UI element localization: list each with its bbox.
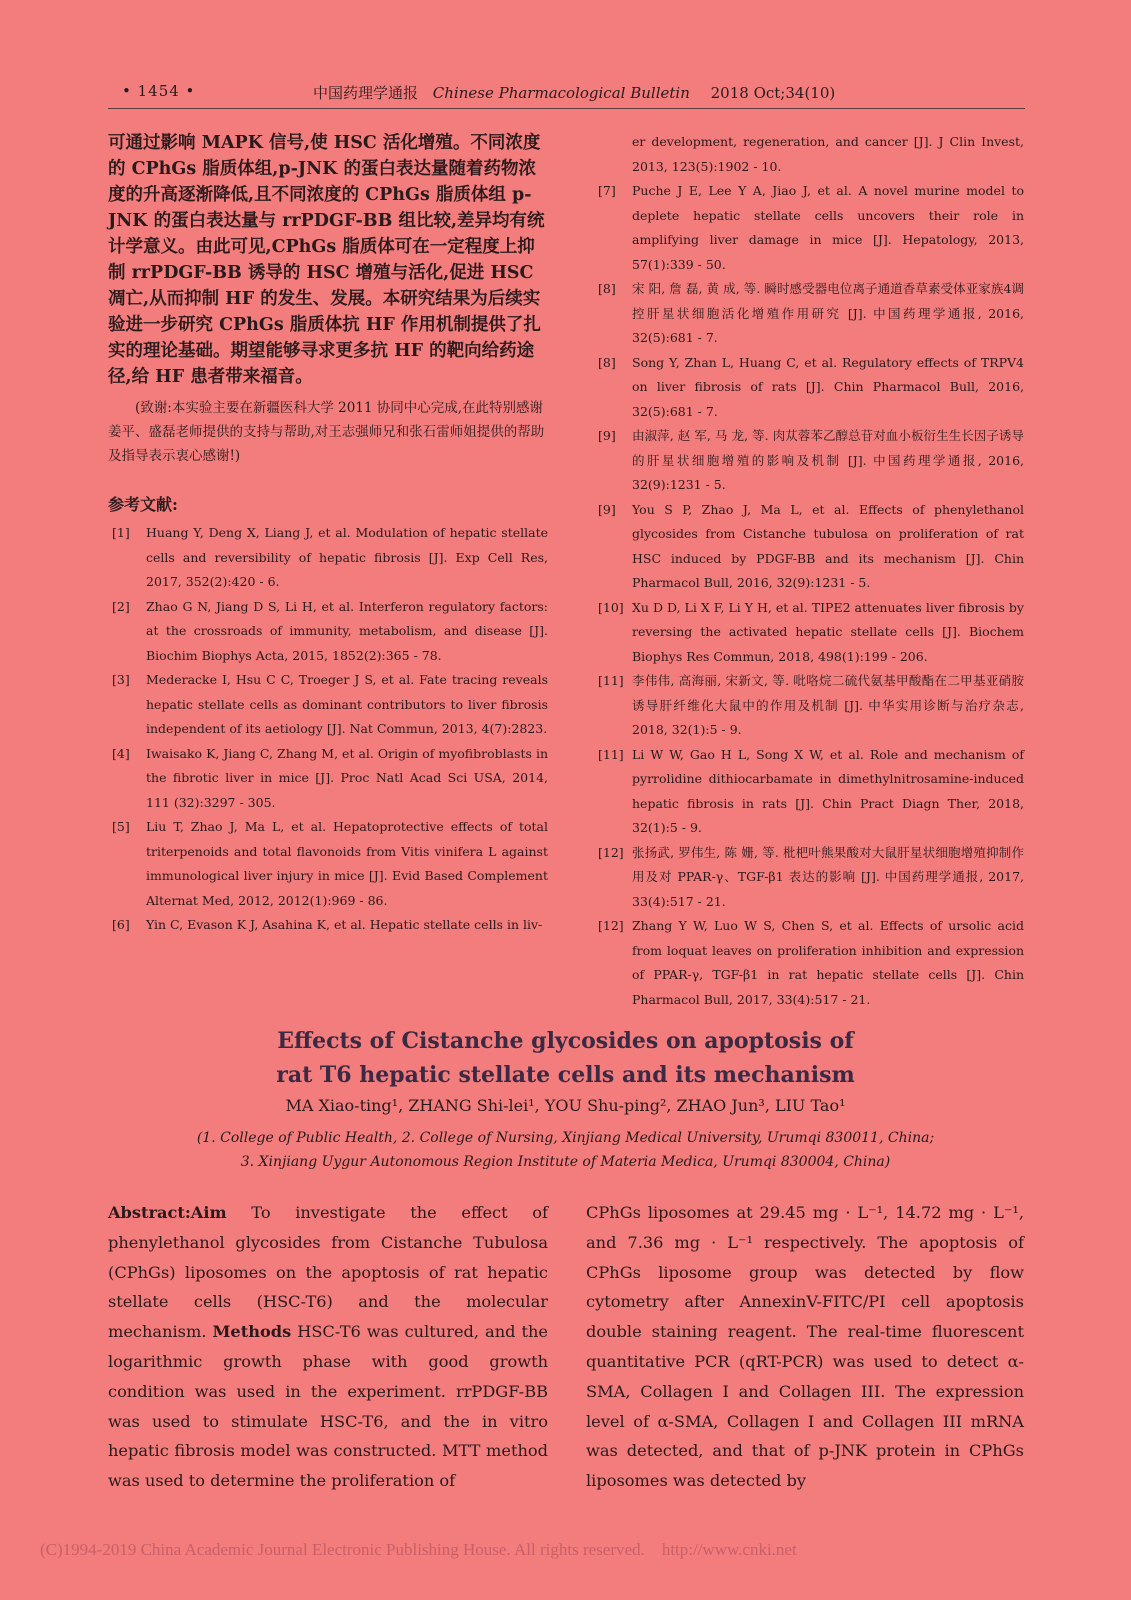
author-list: MA Xiao-ting¹, ZHANG Shi-lei¹, YOU Shu-ping², ZHAO Jun³, LIU Tao¹ — [285, 1096, 846, 1115]
abstract-left-column — [108, 1198, 548, 1496]
reference-item — [594, 277, 1024, 351]
reference-text: 张扬武, 罗伟生, 陈 姗, 等. 枇杷叶熊果酸对大鼠肝星状细胞增殖抑制作用及对 PPAR-γ、TGF-β1 表达的影响 [J]. 中国药理学通报, 2017, 33(4):517 - 21. — [632, 844, 1024, 909]
reference-text: er development, regeneration, and cancer [J]. J Clin Invest, 2013, 123(5):1902 - 10. — [632, 134, 1024, 174]
reference-number: [11] — [598, 746, 624, 762]
reference-text: 李伟伟, 高海丽, 宋新文, 等. 吡咯烷二硫代氨基甲酸酯在二甲基亚硝胺诱导肝纤维化大鼠中的作用及机制 [J]. 中华实用诊断与治疗杂志, 2018, 32(1):5 - 9. — [632, 673, 1024, 737]
reference-item — [108, 521, 548, 595]
journal-title-en: Chinese Pharmacological Bulletin — [432, 84, 690, 102]
reference-number: [4] — [112, 745, 130, 761]
affiliation-line: 3. Xinjiang Uygur Autonomous Region Institute of Materia Medica, Urumqi 830004, China) — [240, 1154, 891, 1170]
affiliations — [0, 1126, 1131, 1174]
reference-text: 由淑萍, 赵 军, 马 龙, 等. 肉苁蓉苯乙醇总苷对血小板衍生生长因子诱导的肝星状细胞增殖的影响及机制 [J]. 中国药理学通报, 2016, 32(9):1231 - 5. — [632, 428, 1024, 492]
reference-item — [594, 179, 1024, 277]
reference-number: [10] — [598, 599, 624, 615]
journal-title-cn: 中国药理学通报 — [313, 84, 419, 102]
abstract-label: Abstract: — [108, 1203, 191, 1222]
reference-item — [594, 743, 1024, 841]
abstract-paragraph — [108, 1198, 548, 1496]
discussion-paragraph: 可通过影响 MAPK 信号,使 HSC 活化增殖。不同浓度的 CPhGs 脂质体组,p-JNK 的蛋白表达量随着药物浓度的升高逐渐降低,且不同浓度的 CPhGs 脂质体组 p-JNK 的蛋白表达量与 rrPDGF-BB 组比较,差异均有统计学意义。由此可见,CPhGs 脂质体可在一定程度上抑制 rrPDGF-BB 诱导的 HSC 增殖与活化,促进 HSC 凋亡,从而抑制 HF 的发生、发展。本研究结果为后续实验进一步研究 CPhGs 脂质体抗 HF 作用机制提供了扎实的理论基础。期望能够寻求更多抗 HF 的靶向给药途径,给 HF 患者带来福音。 — [108, 133, 545, 387]
reference-text: You S P, Zhao J, Ma L, et al. Effects of phenylethanol glycosides from Cistanche tubulosa on proliferation of rat HSC induced by PDGF-BB and its mechanism [J]. Chin Pharmacol Bull, 2016, 32(9):1231 - 5. — [632, 501, 1024, 590]
reference-number: [9] — [598, 501, 616, 517]
reference-item — [594, 841, 1024, 915]
abstract-right-column — [586, 1198, 1024, 1496]
reference-item — [108, 815, 548, 913]
running-header — [108, 78, 1025, 109]
reference-text: Xu D D, Li X F, Li Y H, et al. TIPE2 attenuates liver fibrosis by reversing the activated hepatic stellate cells [J]. Biochem Biophys Res Commun, 2018, 498(1):199 - 206. — [632, 599, 1024, 664]
reference-item — [108, 742, 548, 816]
reference-text: Puche J E, Lee Y A, Jiao J, et al. A novel murine model to deplete hepatic stellate cells uncovers their role in amplifying liver damage in mice [J]. Hepatology, 2013, 57(1):339 - 50. — [632, 183, 1024, 272]
article-title-en — [0, 1024, 1131, 1092]
left-column — [108, 130, 548, 938]
reference-continuation — [594, 130, 1024, 179]
reference-number: [9] — [598, 428, 616, 443]
references-list-left — [108, 521, 548, 938]
reference-text: Iwaisako K, Jiang C, Zhang M, et al. Origin of myofibroblasts in the fibrotic liver in mice [J]. Proc Natl Acad Sci USA, 2014, 111 (32):3297 - 305. — [146, 745, 548, 810]
reference-text: Song Y, Zhan L, Huang C, et al. Regulatory effects of TRPV4 on liver fibrosis of rats [J]. Chin Pharmacol Bull, 2016, 32(5):681 - 7. — [632, 354, 1024, 419]
reference-number: [1] — [112, 525, 130, 540]
reference-item — [594, 498, 1024, 596]
aim-label: Aim — [190, 1203, 227, 1222]
issue-date: 2018 Oct;34(10) — [710, 84, 836, 102]
copyright-footer — [40, 1540, 797, 1560]
abstract-aim-text: To investigate the effect of phenylethanol glycosides from Cistanche Tubulosa (CPhGs) liposomes on the apoptosis of rat hepatic stellate cells (HSC-T6) and the molecular mechanism. — [108, 1203, 548, 1342]
reference-item — [108, 913, 548, 938]
abstract-continuation: CPhGs liposomes at 29.45 mg · L⁻¹, 14.72 mg · L⁻¹, and 7.36 mg · L⁻¹ respectively. The apoptosis of CPhGs liposome group was detected by flow cytometry after AnnexinV-FITC/PI cell apoptosis double staining reagent. The real-time fluorescent quantitative PCR (qRT-PCR) was used to detect α-SMA, Collagen I and Collagen III. The expression level of α-SMA, Collagen I and Collagen III mRNA was detected, and that of p-JNK protein in CPhGs liposomes was detected by — [586, 1203, 1024, 1491]
right-column — [594, 130, 1024, 1012]
reference-text: Li W W, Gao H L, Song X W, et al. Role and mechanism of pyrrolidine dithiocarbamate in dimethylnitrosamine-induced hepatic fibrosis in rats [J]. Chin Pract Diagn Ther, 2018, 32(1):5 - 9. — [632, 746, 1024, 835]
reference-number: [6] — [112, 917, 130, 932]
reference-number: [8] — [598, 281, 616, 296]
reference-text: Liu T, Zhao J, Ma L, et al. Hepatoprotective effects of total triterpenoids and total flavonoids from Vitis vinifera L against immunological liver injury in mice [J]. Evid Based Complement Alternat Med, 2012, 2012(1):969 - 86. — [146, 819, 548, 908]
affiliation-line: (1. College of Public Health, 2. College of Nursing, Xinjiang Medical University, Urumqi 830011, China; — [196, 1130, 935, 1146]
reference-text: Mederacke I, Hsu C C, Troeger J S, et al. Fate tracing reveals hepatic stellate cells as dominant contributors to liver fibrosis independent of its aetiology [J]. Nat Commun, 2013, 4(7):2823. — [146, 672, 548, 736]
reference-text: 宋 阳, 詹 磊, 黄 成, 等. 瞬时感受器电位离子通道香草素受体亚家族4调控肝星状细胞活化增殖作用研究 [J]. 中国药理学通报, 2016, 32(5):681 - 7. — [632, 281, 1024, 345]
acknowledgement: (致谢:本实验主要在新疆医科大学 2011 协同中心完成,在此特别感谢姜平、盛磊老师提供的支持与帮助,对王志强师兄和张石雷师姐提供的帮助及指导表示衷心感谢!) — [108, 400, 545, 464]
reference-item — [594, 914, 1024, 1012]
abstract-methods-text: HSC-T6 was cultured, and the logarithmic growth phase with good growth condition was used in the experiment. rrPDGF-BB was used to stimulate HSC-T6, and the in vitro hepatic fibrosis model was constructed. MTT method was used to determine the proliferation of — [108, 1322, 548, 1491]
title-line: Effects of Cistanche glycosides on apoptosis of — [277, 1028, 854, 1054]
reference-number: [12] — [598, 844, 624, 860]
reference-number: [7] — [598, 183, 616, 198]
references-list-right — [594, 179, 1024, 1012]
reference-item — [594, 669, 1024, 743]
methods-label: Methods — [212, 1322, 292, 1342]
reference-text: Zhao G N, Jiang D S, Li H, et al. Interferon regulatory factors: at the crossroads of immunity, metabolism, and disease [J]. Biochim Biophys Acta, 2015, 1852(2):365 - 78. — [146, 598, 548, 663]
reference-item — [594, 424, 1024, 498]
page-number: • 1454 • — [122, 82, 196, 100]
cnki-url[interactable]: http://www.cnki.net — [661, 1540, 797, 1559]
reference-number: [3] — [112, 672, 130, 687]
reference-item — [108, 668, 548, 742]
reference-item — [594, 596, 1024, 670]
reference-number: [8] — [598, 354, 616, 370]
reference-item — [594, 351, 1024, 425]
reference-number: [2] — [112, 598, 130, 614]
references-heading: 参考文献: — [108, 495, 178, 514]
title-line: rat T6 hepatic stellate cells and its mechanism — [276, 1062, 855, 1088]
reference-text: Huang Y, Deng X, Liang J, et al. Modulation of hepatic stellate cells and reversibility of hepatic fibrosis [J]. Exp Cell Res, 2017, 352(2):420 - 6. — [146, 525, 548, 589]
copyright-text: (C)1994-2019 China Academic Journal Electronic Publishing House. All rights reserved. — [40, 1540, 645, 1559]
reference-text: Zhang Y W, Luo W S, Chen S, et al. Effects of ursolic acid from loquat leaves on proliferation inhibition and expression of PPAR-γ, TGF-β1 in rat hepatic stellate cells [J]. Chin Pharmacol Bull, 2017, 33(4):517 - 21. — [632, 918, 1024, 1007]
reference-item — [108, 595, 548, 669]
reference-number: [12] — [598, 918, 624, 933]
reference-number: [11] — [598, 673, 624, 688]
journal-info — [313, 82, 835, 103]
reference-number: [5] — [112, 819, 130, 834]
reference-text: Yin C, Evason K J, Asahina K, et al. Hepatic stellate cells in liv- — [146, 917, 543, 932]
